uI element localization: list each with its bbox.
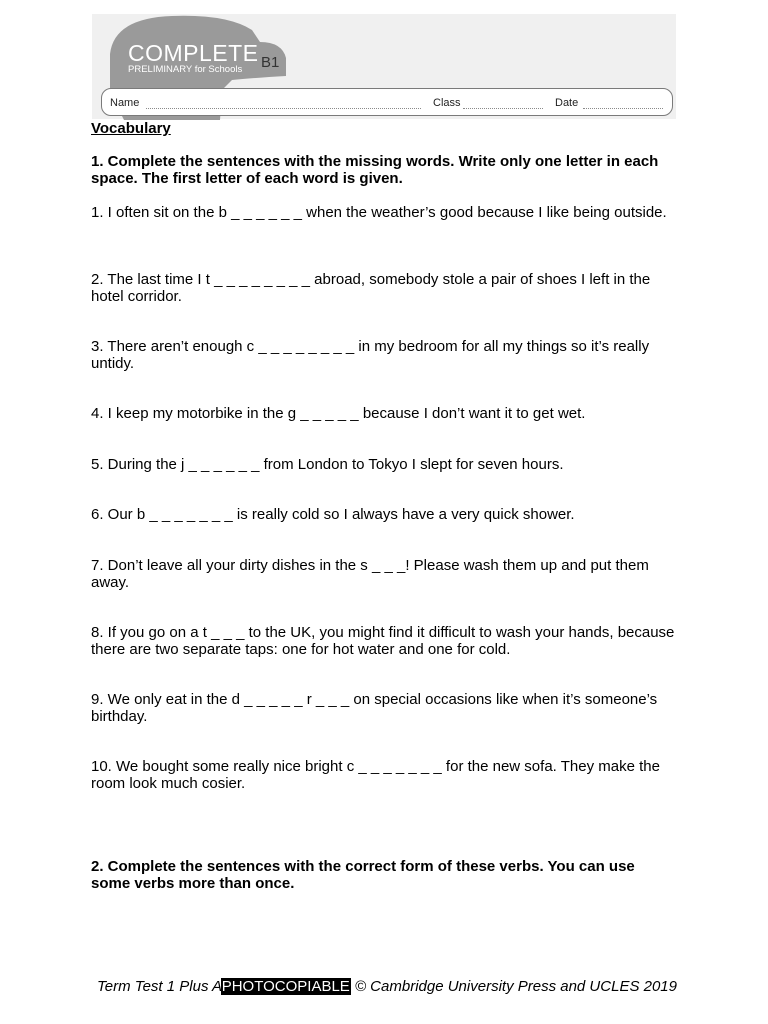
name-label: Name [110,97,140,109]
exercise2-instruction: 2. Complete the sentences with the correct form of these verbs. You can use some verbs more than once. [91,858,635,892]
exercise-item: 4. I keep my motorbike in the g _ _ _ _ _ because I don’t want it to get wet. [91,405,586,422]
page-footer [91,979,677,995]
section-heading: Vocabulary [91,120,171,137]
exercise-item: 8. If you go on a t _ _ _ to the UK, you might find it difficult to wash your hands, because there are two separate taps: one for hot water and one for cold. [91,624,675,658]
footer-copyright: © Cambridge University Press and UCLES 2019 [350,978,677,995]
class-field[interactable] [463,108,543,109]
exercise-item: 7. Don’t leave all your dirty dishes in the s _ _ _! Please wash them up and put them away. [91,557,649,591]
photocopiable-badge: PHOTOCOPIABLE [221,978,350,995]
date-label: Date [555,97,579,109]
logo-level-badge: B1 [261,54,280,71]
exercise-item: 9. We only eat in the d _ _ _ _ _ r _ _ _ on special occasions like when it’s someone’s birthday. [91,691,658,725]
exercise-item: 2. The last time I t _ _ _ _ _ _ _ _ abroad, somebody stole a pair of shoes I left in the hotel corridor. [91,271,651,305]
class-label: Class [433,97,461,109]
exercise-item: 6. Our b _ _ _ _ _ _ _ is really cold so I always have a very quick shower. [91,506,575,523]
student-info-box [101,88,673,116]
exercise-item: 5. During the j _ _ _ _ _ _ from London to Tokyo I slept for seven hours. [91,456,564,473]
name-field[interactable] [146,108,421,109]
exercise-item: 3. There aren’t enough c _ _ _ _ _ _ _ _ in my bedroom for all my things so it’s really untidy. [91,338,650,372]
exercise1-instruction: 1. Complete the sentences with the missing words. Write only one letter in each space. The first letter of each word is given. [91,153,659,187]
date-field[interactable] [583,108,663,109]
exercise-item: 1. I often sit on the b _ _ _ _ _ _ when the weather’s good because I like being outside. [91,204,667,221]
footer-test-name: Term Test 1 Plus A [97,978,223,995]
logo-subtitle: PRELIMINARY for Schools [128,64,243,75]
exercise-item: 10. We bought some really nice bright c _ _ _ _ _ _ _ for the new sofa. They make the room look much cosier. [91,758,660,792]
logo-wordmark: COMPLETE [128,40,259,66]
